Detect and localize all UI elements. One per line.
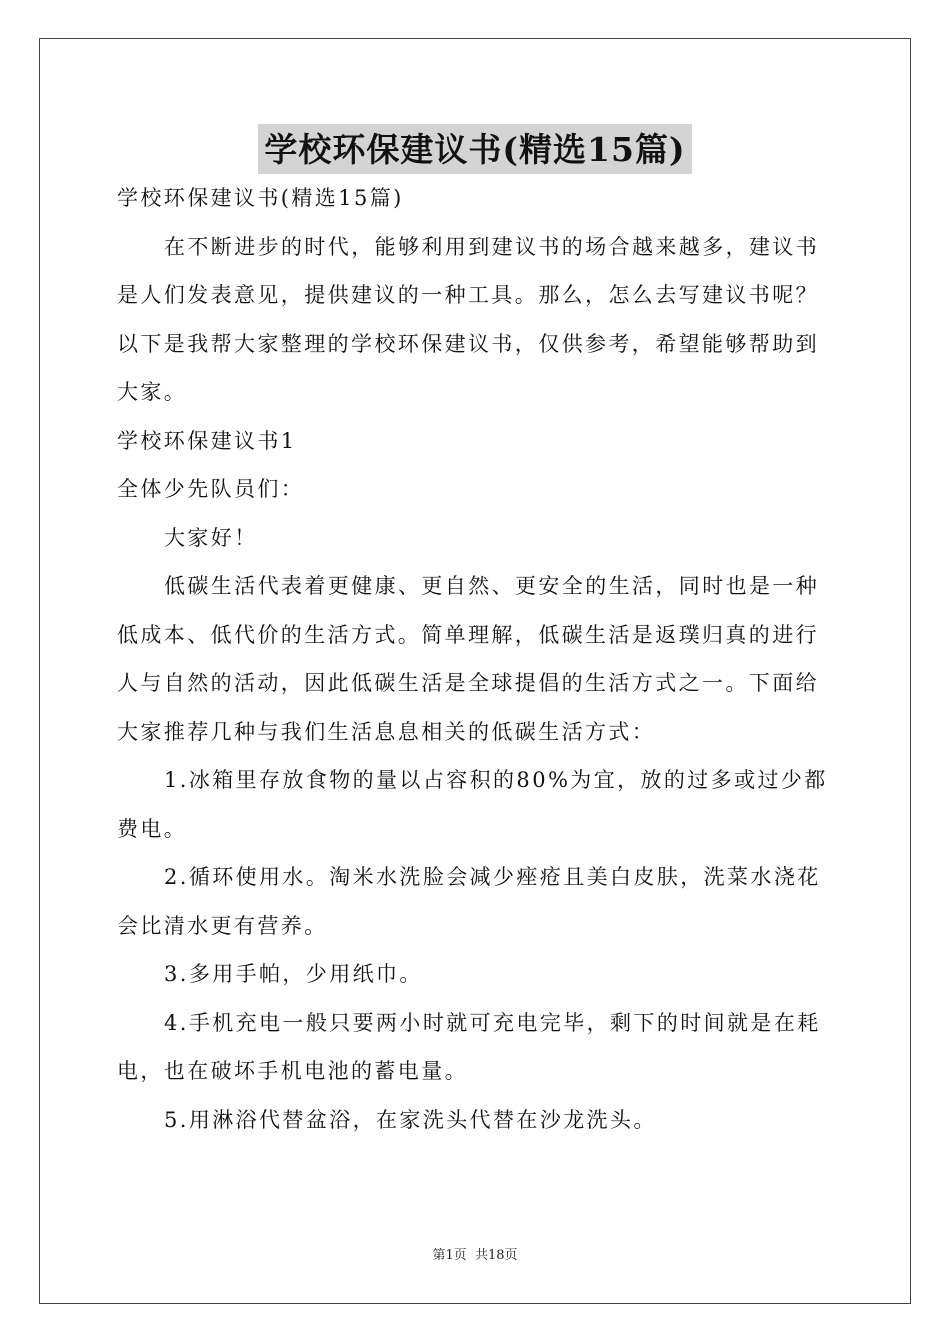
text-line: 学校环保建议书1 — [117, 428, 297, 453]
text-line: 大家。 — [117, 380, 188, 404]
text-line: 3.多用手帕，少用纸巾。 — [164, 962, 423, 986]
text-line: 会比清水更有营养。 — [117, 913, 328, 938]
text-line: 是人们发表意见，提供建议的一种工具。那么，怎么去写建议书呢？ — [117, 283, 819, 307]
text-line: 全体少先队员们： — [117, 477, 305, 501]
text-line: 5.用淋浴代替盆浴，在家洗头代替在沙龙洗头。 — [164, 1107, 657, 1132]
title-container — [0, 124, 950, 174]
text-line: 在不断进步的时代，能够利用到建议书的场合越来越多，建议书 — [164, 234, 820, 259]
text-line: 学校环保建议书(精选15篇) — [117, 186, 404, 210]
text-line: 以下是我帮大家整理的学校环保建议书，仅供参考，希望能够帮助到 — [117, 331, 819, 356]
page-footer — [0, 1244, 950, 1263]
text-line: 大家好！ — [164, 525, 258, 550]
text-line: 2.循环使用水。淘米水洗脸会减少痤疮且美白皮肤，洗菜水浇花 — [164, 865, 821, 889]
text-line: 低碳生活代表着更健康、更自然、更安全的生活，同时也是一种 — [164, 574, 820, 598]
text-line: 大家推荐几种与我们生活息息相关的低碳生活方式： — [117, 719, 656, 744]
document-body — [117, 174, 833, 1144]
text-line: 低成本、低代价的生活方式。简单理解，低碳生活是返璞归真的进行 — [117, 622, 819, 647]
text-line: 4.手机充电一般只要两小时就可充电完毕，剩下的时间就是在耗 — [164, 1010, 821, 1035]
text-line: 费电。 — [117, 816, 188, 841]
page-number: 第1页 — [432, 1248, 467, 1263]
text-line: 人与自然的活动，因此低碳生活是全球提倡的生活方式之一。下面给 — [117, 671, 819, 695]
text-line: 电，也在破坏手机电池的蓄电量。 — [117, 1059, 468, 1083]
text-line: 1.冰箱里存放食物的量以占容积的80%为宜，放的过多或过少都 — [164, 768, 828, 792]
document-title: 学校环保建议书(精选15篇) — [258, 124, 691, 174]
page-total: 共18页 — [474, 1248, 518, 1263]
